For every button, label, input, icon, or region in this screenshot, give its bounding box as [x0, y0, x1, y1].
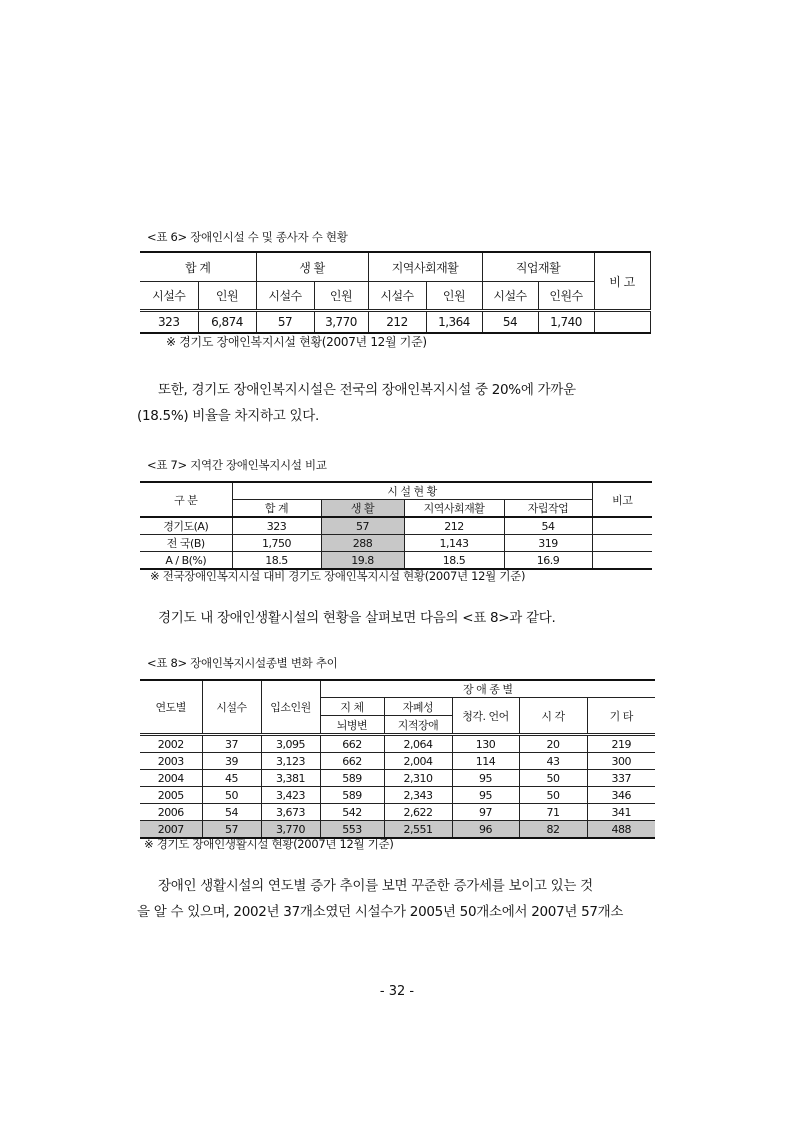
table-cell: 37: [202, 735, 261, 753]
table-cell: 50: [519, 787, 587, 804]
table-cell: 57: [321, 517, 404, 535]
subheader: 시설수: [256, 282, 314, 311]
table-cell: 589: [320, 787, 384, 804]
page-number: - 32 -: [379, 984, 415, 999]
subheader: 인원: [314, 282, 368, 311]
table-row: [140, 735, 655, 753]
table-cell: 18.5: [404, 552, 504, 570]
paragraph3-line2: 을 알 수 있으며, 2002년 37개소였던 시설수가 2005년 50개소에서 2007년 57개소: [137, 904, 624, 920]
table-cell: [592, 552, 652, 570]
table-cell: 346: [587, 787, 655, 804]
paragraph3-line1: 장애인 생활시설의 연도별 증가 추이를 보면 꾸준한 증가세를 보이고 있는 것: [158, 878, 593, 894]
table-cell: 219: [587, 735, 655, 753]
table6-note: ※ 경기도 장애인복지시설 현황(2007년 12월 기준): [166, 335, 427, 349]
table6-caption: <표 6> 장애인시설 수 및 종사자 수 현황: [147, 230, 348, 244]
header-residents: 입소인원: [261, 680, 320, 735]
table-cell: 323: [232, 517, 321, 535]
table-cell: 589: [320, 770, 384, 787]
subheader: 시설수: [482, 282, 538, 311]
table-cell: 2007: [140, 821, 202, 839]
table-cell: 212: [404, 517, 504, 535]
header-community: 지역사회재활: [368, 252, 482, 282]
subheader: 기 타: [587, 698, 655, 735]
table-cell: 54: [504, 517, 592, 535]
subheader: 시설수: [140, 282, 198, 311]
table-row: [140, 535, 652, 552]
header-disability-type: 장 애 종 별: [320, 680, 655, 698]
table6: [140, 251, 651, 334]
table-cell: 300: [587, 753, 655, 770]
table-row: [140, 753, 655, 770]
table-cell: 3,673: [261, 804, 320, 821]
header-facility-status: 시 설 현 황: [232, 482, 592, 500]
subheader: 인원: [426, 282, 482, 311]
table-row: [140, 517, 652, 535]
table7: [140, 481, 652, 570]
table-cell: 96: [452, 821, 519, 839]
table-cell: 19.8: [321, 552, 404, 570]
subheader: 시설수: [368, 282, 426, 311]
table-cell: 2,622: [384, 804, 452, 821]
header-total: 합 계: [140, 252, 256, 282]
table-cell: 43: [519, 753, 587, 770]
table-cell: 2004: [140, 770, 202, 787]
subheader: 자폐성: [384, 698, 452, 716]
table-cell: 50: [202, 787, 261, 804]
table-cell: 3,423: [261, 787, 320, 804]
table-cell: 323: [140, 311, 198, 334]
table-cell: 50: [519, 770, 587, 787]
table-cell: 39: [202, 753, 261, 770]
table-cell: 3,770: [261, 821, 320, 839]
table7-note: ※ 전국장애인복지시설 대비 경기도 장애인복지시설 현황(2007년 12월 기준): [150, 569, 526, 583]
table-row: [140, 552, 652, 570]
table-cell: 3,381: [261, 770, 320, 787]
table-cell: 2005: [140, 787, 202, 804]
table-cell: 2,064: [384, 735, 452, 753]
table-cell: 97: [452, 804, 519, 821]
subheader: 생 활: [321, 500, 404, 518]
table-cell: 95: [452, 770, 519, 787]
table-cell: 542: [320, 804, 384, 821]
header-facilities: 시설수: [202, 680, 261, 735]
table-cell: 2,343: [384, 787, 452, 804]
table-cell: 553: [320, 821, 384, 839]
table-cell: 662: [320, 753, 384, 770]
table-cell: 2003: [140, 753, 202, 770]
subheader: 인원수: [538, 282, 594, 311]
row-label: 경기도(A): [140, 517, 232, 535]
subheader: 시 각: [519, 698, 587, 735]
table-cell: 2002: [140, 735, 202, 753]
header-vocational: 직업재활: [482, 252, 594, 282]
row-label: A / B(%): [140, 552, 232, 570]
table-cell: 341: [587, 804, 655, 821]
table-row: [140, 804, 655, 821]
subheader: 합 계: [232, 500, 321, 518]
table-cell: 2,310: [384, 770, 452, 787]
table-cell: 82: [519, 821, 587, 839]
table-cell: 114: [452, 753, 519, 770]
table-cell: 1,750: [232, 535, 321, 552]
subheader: 뇌병변: [320, 716, 384, 735]
table-cell: [592, 535, 652, 552]
table-cell: [592, 517, 652, 535]
table-cell: [594, 311, 650, 334]
paragraph1-line2: (18.5%) 비율을 차지하고 있다.: [137, 408, 319, 424]
table-cell: 95: [452, 787, 519, 804]
table-cell: 2,004: [384, 753, 452, 770]
row-label: 전 국(B): [140, 535, 232, 552]
table-cell: 662: [320, 735, 384, 753]
table-cell: 3,770: [314, 311, 368, 334]
header-year: 연도별: [140, 680, 202, 735]
table-cell: 1,740: [538, 311, 594, 334]
subheader: 자립작업: [504, 500, 592, 518]
header-living: 생 활: [256, 252, 368, 282]
table-cell: 54: [482, 311, 538, 334]
subheader: 인원: [198, 282, 256, 311]
header-remarks: 비고: [592, 482, 652, 517]
table8-note: ※ 경기도 장애인생활시설 현황(2007년 12월 기준): [144, 837, 394, 851]
table-cell: 6,874: [198, 311, 256, 334]
table-row: [140, 787, 655, 804]
table-row: [140, 311, 650, 334]
table-cell: 288: [321, 535, 404, 552]
subheader: 지역사회재활: [404, 500, 504, 518]
table-cell: 1,364: [426, 311, 482, 334]
table8: [140, 679, 655, 839]
table-cell: 57: [202, 821, 261, 839]
table-cell: 54: [202, 804, 261, 821]
table-row: [140, 770, 655, 787]
table7-caption: <표 7> 지역간 장애인복지시설 비교: [147, 458, 327, 472]
header-category: 구 분: [140, 482, 232, 517]
table-cell: 2006: [140, 804, 202, 821]
table-cell: 1,143: [404, 535, 504, 552]
table-cell: 18.5: [232, 552, 321, 570]
subheader: 지 체: [320, 698, 384, 716]
subheader: 지적장애: [384, 716, 452, 735]
table-cell: 2,551: [384, 821, 452, 839]
table8-caption: <표 8> 장애인복지시설종별 변화 추이: [147, 656, 338, 670]
table-cell: 45: [202, 770, 261, 787]
table-cell: 16.9: [504, 552, 592, 570]
table-cell: 488: [587, 821, 655, 839]
table-cell: 212: [368, 311, 426, 334]
paragraph1-line1: 또한, 경기도 장애인복지시설은 전국의 장애인복지시설 중 20%에 가까운: [158, 382, 576, 398]
paragraph2-line1: 경기도 내 장애인생활시설의 현황을 살펴보면 다음의 <표 8>과 같다.: [158, 610, 556, 626]
table-cell: 3,123: [261, 753, 320, 770]
table-cell: 337: [587, 770, 655, 787]
header-remarks: 비 고: [594, 252, 650, 311]
table-cell: 57: [256, 311, 314, 334]
table-cell: 20: [519, 735, 587, 753]
table-cell: 3,095: [261, 735, 320, 753]
subheader: 청각. 언어: [452, 698, 519, 735]
table-cell: 319: [504, 535, 592, 552]
table-cell: 71: [519, 804, 587, 821]
table-cell: 130: [452, 735, 519, 753]
